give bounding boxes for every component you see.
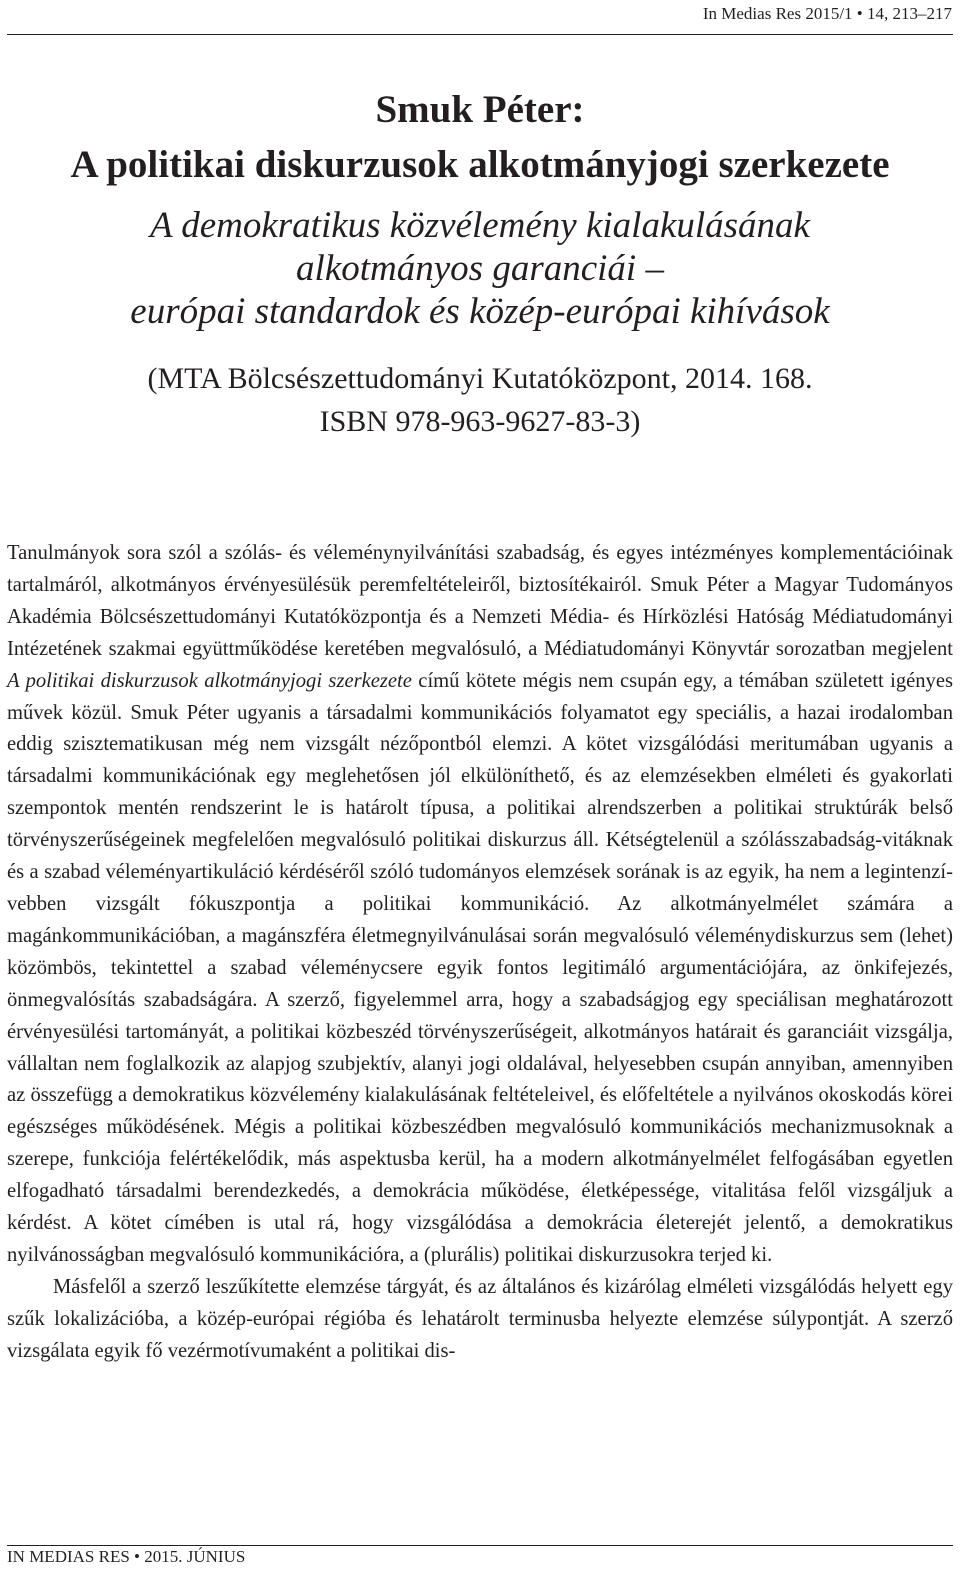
article-heading <box>0 82 960 443</box>
publisher-line: (MTA Bölcsészettudományi Kutatóközpont, 2014. 168. <box>147 362 813 395</box>
running-head: In Medias Res 2015/1 • 14, 213–217 <box>702 4 952 23</box>
header-rule <box>7 34 953 35</box>
paragraph: Másfelől a szerző leszűkítette elemzése tárgyát, és az általános és kizárólag elméleti vizsgálódás helyett egy szűk lokalizációba, a közép-európai régióba és lehatárolt terminusba helyezte elemzése súlypontját. A szerző vizsgálata egyik fő vezérmotívumaként a politikai dis- <box>7 1275 953 1362</box>
book-subtitle <box>0 204 960 333</box>
paragraph <box>7 538 953 1272</box>
isbn-line: ISBN 978-963-9627-83-3) <box>319 405 641 438</box>
footer: IN MEDIAS RES • 2015. JÚNIUS <box>7 1547 246 1566</box>
paragraph-text: Tanulmányok sora szól a szólás- és véleménynyilvánítási szabadság, és egyes intézményes komplementációinak tartalmáról, alkotmányos érvényesülésük peremfeltételeiről, biztosítékairól. Smuk Péter a Magyar Tudományos Akadémia Bölcsészettudományi Kutatóközpontja és a Nemzeti Média- és Hírközlési Hatóság Médiatudományi Intézetének szakmai együttműködése keretében megvalósuló, a Médiatudományi Könyvtár sorozatban megjelent <box>7 542 953 660</box>
subtitle-line: európai standardok és közép-európai kihívások <box>130 291 830 332</box>
author-title: Smuk Péter: <box>375 88 585 131</box>
cited-book-title: A politikai diskurzusok alkotmányjogi szerkezete <box>7 669 412 692</box>
review-body <box>7 538 953 1368</box>
subtitle-line: A demokratikus közvélemény kialakulásának <box>150 205 810 246</box>
book-title: A politikai diskurzusok alkotmányjogi szerkezete <box>70 143 890 186</box>
bibliographic-info <box>0 357 960 443</box>
paragraph-text: című kötete mégis nem csupán egy, a témában született igényes művek közül. Smuk Péter ugyanis a társadalmi kommunikációs folyamatot egy speciális, a hazai irodalomban eddig szisztematikusan még nem vizsgált nézőpontból elemzi. A kötet vizsgálódási meritumában ugyanis a társadalmi kommunikációnak egy meglehetősen jól elkülöníthető, és az elemzésekben elméleti és gyakorlati szempontok mentén rendszerint le is határolt típusa, a politikai alrendszerben a politikai struktúrák belső törvényszerűségeinek megfelelően megvalósuló politikai diskurzus áll. Kétségtelenül a szólásszabadság-vitáknak és a szabad véleményartikuláció kérdéséről szóló tudományos elemzések sorának is az egyik, ha nem a legintenzívebben vizsgált fókuszpontja a politikai kommunikáció. Az alkotmányelmélet számára a magánkommunikációban, a magánszféra életmegnyilvánulásai során megvalósuló véleménydiskurzus sem (lehet) közömbös, tekintettel a szabad véleménycsere egyik fontos legitimáló argumentációjára, az önkifejezés, önmegvalósítás szabadságára. A szerző, figyelemmel arra, hogy a szabadságjog egy speciálisan meghatározott érvényesülési tartományát, a politikai közbeszéd törvényszerűségeit, alkotmányos határait és garanciáit vizsgálja, vállaltan nem foglalkozik az alapjog szubjektív, alanyi jogi oldalával, helyesebben csupán annyiban, amennyiben az összefügg a demokratikus közvélemény kialakulásának feltételeivel, és előfeltétele a nyilvános okoskodás körei egészséges működésének. Mégis a politikai közbeszédben megvalósuló kommunikációs mechanizmusoknak a szerepe, funkciója felértékelődik, más aspektusba kerül, ha a modern alkotmányelmélet felfogásában egyetlen elfogadható társadalmi berendezkedés, a demokrácia működése, életképessége, vitalitása felől vizsgáljuk a kérdést. A kötet címében is utal rá, hogy vizsgálódása a demokrácia életerejét jelentő, a demokratikus nyilvánosságban megvalósuló kommunikációra, a (plurális) politikai diskurzusokra terjed ki. <box>7 669 954 1266</box>
footer-rule <box>7 1545 953 1546</box>
subtitle-line: alkotmányos garanciái – <box>296 248 664 289</box>
